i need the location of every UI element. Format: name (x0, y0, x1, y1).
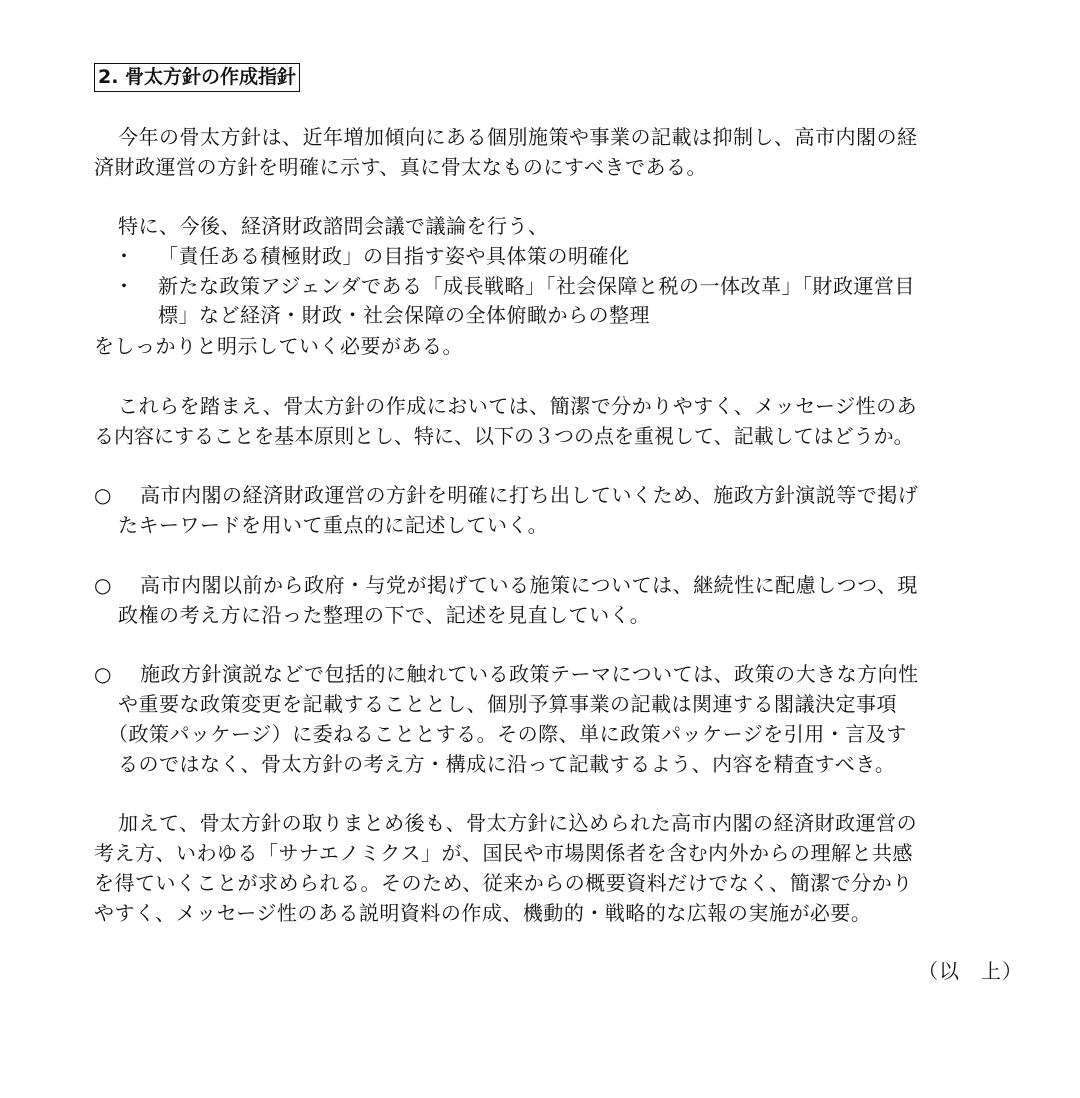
bullet-marker-1: ・ (114, 244, 134, 268)
paragraph4-line-2: 考え方、いわゆる「サナエノミクス」が、国民や市場関係者を含む内外からの理解と共感 (94, 841, 913, 865)
circle-item-2-line-2: 政権の考え方に沿った整理の下で、記述を見直していく。 (118, 603, 651, 627)
circle-item-3-line-2: や重要な政策変更を記載することとし、個別予算事業の記載は関連する閣議決定事項 (118, 692, 897, 716)
circle-item-3-line-1: 施政方針演説などで包括的に触れている政策テーマについては、政策の大きな方向性 (140, 662, 919, 686)
circle-item-1-line-1: 高市内閣の経済財政運営の方針を明確に打ち出していくため、施政方針演説等で掲げ (140, 483, 919, 507)
circle-marker-1: ○ (94, 483, 112, 507)
circle-item-1-line-2: たキーワードを用いて重点的に記述していく。 (118, 513, 549, 537)
paragraph4-line-3: を得ていくことが求められる。そのため、従来からの概要資料だけでなく、簡潔で分かり (94, 871, 913, 895)
bullet-2-line-1: 新たな政策アジェンダである「成長戦略」「社会保障と税の一体改革」「財政運営目 (158, 274, 915, 298)
circle-item-3-line-3: （政策パッケージ）に委ねることとする。その際、単に政策パッケージを引用・言及す (108, 722, 907, 746)
circle-marker-3: ○ (94, 662, 112, 686)
section-title: 2. 骨太方針の作成指針 (94, 63, 300, 92)
paragraph2-closing: をしっかりと明示していく必要がある。 (94, 334, 463, 358)
paragraph1-line-2: 済財政運営の方針を明確に示す、真に骨太なものにすべきである。 (94, 155, 707, 179)
paragraph4-line-1: 加えて、骨太方針の取りまとめ後も、骨太方針に込められた高市内閣の経済財政運営の (118, 811, 918, 835)
paragraph1-line-1: 今年の骨太方針は、近年増加傾向にある個別施策や事業の記載は抑制し、高市内閣の経 (118, 125, 918, 149)
bullet-marker-2: ・ (114, 274, 134, 298)
paragraph2-intro: 特に、今後、経済財政諮問会議で議論を行う、 (118, 214, 549, 238)
circle-marker-2: ○ (94, 573, 112, 597)
circle-item-3-line-4: るのではなく、骨太方針の考え方・構成に沿って記載するよう、内容を精査すべき。 (118, 752, 896, 776)
closing-mark: （以 上） (918, 959, 1023, 983)
paragraph3-line-1: これらを踏まえ、骨太方針の作成においては、簡潔で分かりやすく、メッセージ性のあ (118, 394, 918, 418)
paragraph4-line-4: やすく、メッセージ性のある説明資料の作成、機動的・戦略的な広報の実施が必要。 (94, 901, 872, 925)
paragraph3-line-2: る内容にすることを基本原則とし、特に、以下の３つの点を重視して、記載してはどうか。 (94, 424, 914, 448)
bullet-2-line-2: 標」など経済・財政・社会保障の全体俯瞰からの整理 (158, 303, 650, 327)
bullet-1-line-1: 「責任ある積極財政」の目指す姿や具体策の明確化 (158, 244, 630, 268)
circle-item-2-line-1: 高市内閣以前から政府・与党が掲げている施策については、継続性に配慮しつつ、現 (140, 573, 918, 597)
